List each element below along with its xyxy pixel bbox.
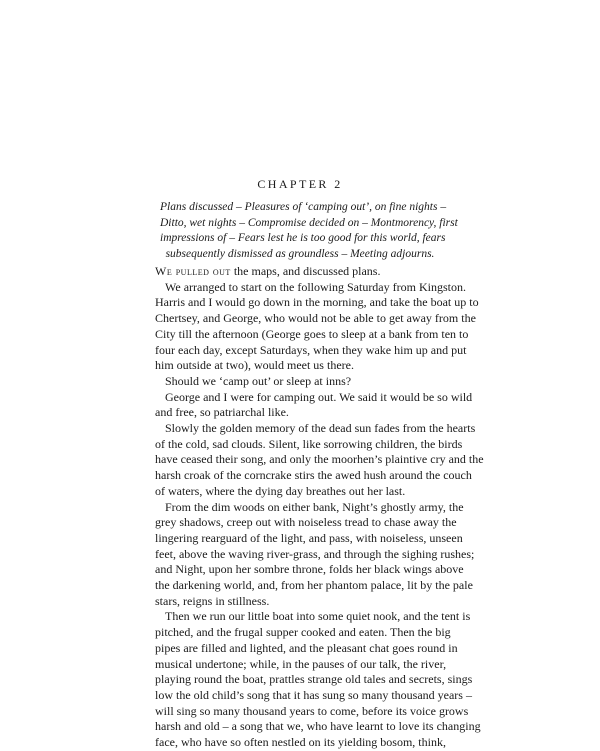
body-line: pitched, and the frugal supper cooked and eaten. Then the big bbox=[155, 625, 451, 640]
synopsis-line: subsequently dismissed as groundless – Meeting adjourns. bbox=[165, 247, 435, 260]
body-line: harsh and old – a song that we, who have learnt to love its changing bbox=[155, 719, 481, 734]
body-line: of the cold, sad clouds. Silent, like sorrowing children, the birds bbox=[155, 436, 463, 451]
body-line-text: the maps, and discussed plans. bbox=[230, 264, 381, 278]
body-line: and Night, upon her sombre throne, folds her black wings above bbox=[155, 562, 464, 577]
body-line bbox=[155, 264, 445, 280]
body-line: low the old child’s song that it has sung so many thousand years – bbox=[155, 687, 472, 702]
body-line: have ceased their song, and only the moorhen’s plaintive cry and the bbox=[155, 452, 484, 467]
body-line: lingering rearguard of the light, and pass, with noiseless, unseen bbox=[155, 530, 463, 545]
body-line: musical undertone; while, in the pauses of our talk, the river, bbox=[155, 656, 447, 671]
body-line: grey shadows, creep out with noiseless tread to chase away the bbox=[155, 515, 457, 530]
body-line: George and I were for camping out. We said it would be so wild bbox=[165, 389, 473, 404]
body-line: Slowly the golden memory of the dead sun fades from the hearts bbox=[165, 421, 476, 436]
body-line: Chertsey, and George, who would not be able to get away from the bbox=[155, 311, 476, 326]
body-line: stars, reigns in stillness. bbox=[155, 593, 270, 608]
body-line: City till the afternoon (George goes to sleep at a bank from ten to bbox=[155, 326, 469, 341]
chapter-synopsis bbox=[160, 200, 458, 262]
body-line: the darkening world, and, from her phantom palace, lit by the pale bbox=[155, 578, 473, 593]
body-line: will sing so many thousand years to come, before its voice grows bbox=[155, 703, 469, 718]
body-line: feet, above the waving river-grass, and through the sighing rushes; bbox=[155, 546, 475, 561]
synopsis-line: Ditto, wet nights – Compromise decided on – Montmorency, first bbox=[160, 216, 458, 229]
body-line: Then we run our little boat into some quiet nook, and the tent is bbox=[165, 609, 471, 624]
body-line: playing round the boat, prattles strange old tales and secrets, sings bbox=[155, 672, 473, 687]
body-line: four each day, except Saturdays, when they wake him up and put bbox=[155, 342, 467, 357]
body-line: We arranged to start on the following Saturday from Kingston. bbox=[165, 279, 466, 294]
body-line: Should we ‘camp out’ or sleep at inns? bbox=[165, 373, 352, 388]
chapter-heading: CHAPTER 2 bbox=[257, 177, 343, 191]
body-text bbox=[155, 264, 484, 751]
body-line: Harris and I would go down in the morning, and take the boat up to bbox=[155, 295, 479, 310]
synopsis-line: impressions of – Fears lest he is too good for this world, fears bbox=[160, 232, 446, 245]
opening-smallcaps: We pulled out bbox=[155, 264, 231, 278]
body-line: of waters, where the dying day breathes out her last. bbox=[155, 483, 406, 498]
synopsis-line: Plans discussed – Pleasures of ‘camping out’, on fine nights – bbox=[160, 201, 447, 213]
body-line: him outside at two), would meet us there. bbox=[155, 358, 354, 373]
body-line: pipes are filled and lighted, and the pleasant chat goes round in bbox=[155, 640, 458, 655]
body-line: and free, so patriarchal like. bbox=[155, 405, 289, 420]
body-line: From the dim woods on either bank, Night’s ghostly army, the bbox=[165, 499, 464, 514]
body-line: harsh croak of the corncrake stirs the awed hush around the couch bbox=[155, 468, 472, 483]
body-line: face, who have so often nestled on its yielding bosom, think, bbox=[155, 735, 446, 750]
